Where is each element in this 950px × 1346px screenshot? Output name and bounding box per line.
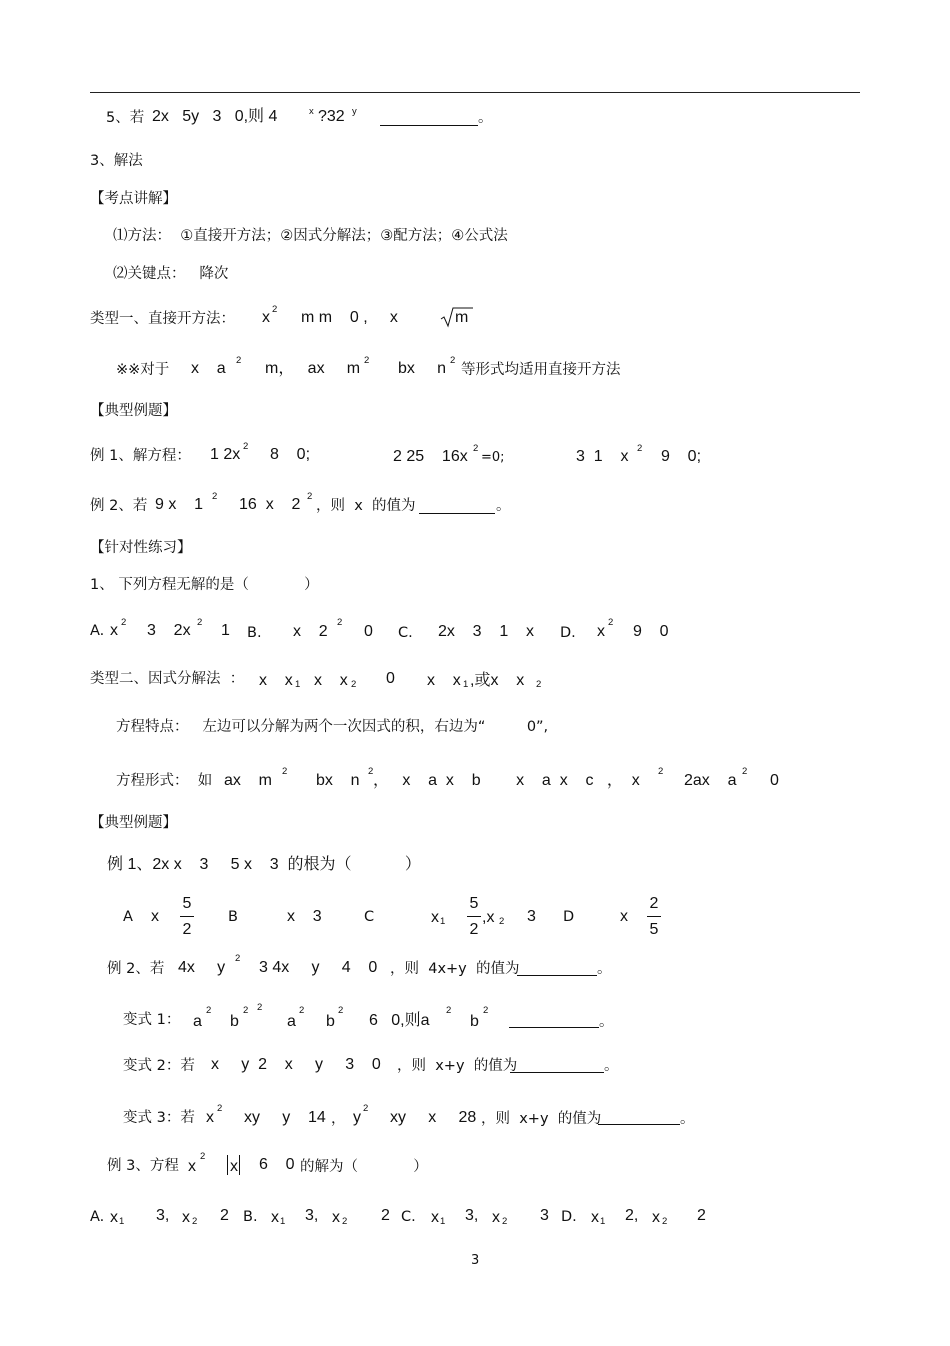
e22-b: 3 4x y 4 0	[259, 959, 378, 976]
e23-c-s1: 1	[440, 1216, 446, 1227]
e21-c-s1: 1	[440, 916, 446, 927]
form-c: ， x a x b x a x c ， x	[373, 772, 640, 789]
e21-b-x: x 3	[287, 908, 322, 925]
e23-b-v1: 3,	[305, 1207, 319, 1224]
e21-d-x: x	[620, 908, 628, 925]
option-c-a: 2x 3 1 x	[438, 623, 535, 640]
e21-option-b: B	[228, 909, 238, 925]
e23-b-s2: 2	[342, 1216, 348, 1227]
type2-e: ,或x x	[470, 672, 525, 689]
e23-option-d: D.	[561, 1209, 577, 1225]
v1-s5: 2	[338, 1005, 344, 1016]
e21-c-x: x	[431, 909, 439, 926]
type2-c: 0	[386, 670, 395, 687]
option-c-label: C.	[398, 625, 413, 641]
v1-e: 6 0,则a	[369, 1012, 430, 1029]
option-b-a: x 2	[293, 623, 328, 640]
ex1-label: 例 1、解方程：	[90, 448, 191, 464]
e22-end: 。	[597, 961, 612, 977]
v3-d: y	[353, 1109, 361, 1126]
option-d-sup: 2	[608, 617, 614, 628]
q5-sup-y: y	[352, 106, 357, 117]
ex2-c: ，则 x 的值为	[316, 498, 416, 514]
v3-s2: 2	[363, 1103, 369, 1114]
v3-a: x	[206, 1109, 214, 1126]
e21-option-a: A	[123, 909, 133, 925]
e23-d-s1: 1	[600, 1216, 606, 1227]
v3-b: xy y 14	[244, 1109, 326, 1126]
type2-s1: 1	[295, 679, 301, 690]
ex2-end: 。	[496, 498, 511, 514]
v1-s2: 2	[243, 1005, 249, 1016]
v3-e: xy x 28	[390, 1109, 477, 1126]
ex1-p1a: 1 2x	[210, 446, 241, 463]
v1-label: 变式 1：	[123, 1012, 181, 1028]
heading-examples-1: 【典型例题】	[90, 403, 177, 419]
e21-c-den: 2	[469, 921, 479, 938]
option-a-b: 3 2x	[147, 622, 191, 639]
e22-a: 4x y	[178, 959, 226, 976]
v1-f: b	[470, 1013, 479, 1030]
ex1-p3s: 2	[637, 443, 643, 454]
practice1-question: 1、 下列方程无解的是（ ）	[90, 577, 319, 593]
e23-b-x1: x	[271, 1209, 279, 1226]
type2-b: x x	[314, 672, 348, 689]
e22-label: 例 2、若	[107, 961, 165, 977]
ex2-b: 16 x 2	[239, 496, 301, 513]
type1-sup: 2	[272, 304, 278, 315]
v1-s6: 2	[446, 1005, 452, 1016]
type2-s2: 2	[351, 679, 357, 690]
e23-d-s2: 2	[662, 1216, 668, 1227]
type1-label: 类型一、直接开方法：	[90, 311, 235, 327]
fraction-bar	[467, 916, 481, 917]
form-b: bx n	[316, 772, 360, 789]
e21-option-d: D	[563, 909, 575, 925]
note-e3: bx n	[398, 360, 447, 377]
option-d-x: x	[597, 623, 605, 640]
key-point-text: ⑵关键点： 降次	[113, 266, 229, 282]
e21-c-v: 3	[527, 908, 536, 925]
e21-d-num: 2	[649, 895, 659, 912]
note-s3: 2	[450, 355, 456, 366]
e23-a-x2: x	[182, 1209, 190, 1226]
e23-c-v2: 3	[540, 1207, 549, 1224]
e23-c-x1: x	[431, 1209, 439, 1226]
type2-label: 类型二、因式分解法 ：	[90, 671, 245, 687]
e23-s1: 2	[200, 1151, 206, 1162]
type1-eq: m m 0 , x	[301, 309, 398, 326]
e23-d-x1: x	[591, 1209, 599, 1226]
option-a-label: A.	[90, 623, 105, 639]
ex1-p2b: =0;	[481, 450, 505, 465]
e23-a: x	[188, 1158, 196, 1175]
type2-d: x x	[427, 672, 461, 689]
form-label: 方程形式： 如	[116, 773, 213, 789]
v3-label: 变式 3：若	[123, 1110, 195, 1126]
answer-blank	[380, 125, 478, 126]
e21-option-c: C	[364, 909, 375, 925]
q5-end: 。	[478, 110, 493, 126]
ex2-label: 例 2、若	[90, 498, 148, 514]
answer-blank	[509, 1027, 599, 1028]
q5-mid: ?32	[318, 108, 345, 125]
heading-practice: 【针对性练习】	[90, 540, 192, 556]
v1-c: a	[287, 1013, 296, 1030]
ex2-s1: 2	[212, 491, 218, 502]
note-e1: x a	[191, 360, 226, 377]
e23-label: 例 3、方程	[107, 1158, 179, 1174]
heading-kaodian: 【考点讲解】	[90, 191, 177, 207]
section-title: 3、解法	[90, 153, 143, 169]
form-s3: 2	[658, 766, 664, 777]
ex1-p3a: 3 1 x	[576, 448, 629, 465]
note-s2: 2	[364, 355, 370, 366]
ex2-a: 9 x 1	[155, 496, 204, 513]
e21-a-x: x	[151, 908, 159, 925]
e23-a-s1: 1	[119, 1216, 125, 1227]
fraction-bar	[647, 916, 661, 917]
v1-b: b	[230, 1013, 239, 1030]
ex1-p3b: 9 0;	[661, 448, 702, 465]
e21-c-num: 5	[469, 895, 479, 912]
heading-examples-2: 【典型例题】	[90, 815, 177, 831]
answer-blank	[419, 513, 495, 514]
e23-b-v2: 2	[381, 1207, 390, 1224]
e21-c-m: ,x	[482, 909, 495, 926]
header-rule	[90, 92, 860, 93]
form-s1: 2	[282, 766, 288, 777]
note-e2: m， ax m	[265, 360, 361, 377]
sqrt-m: m	[455, 309, 469, 326]
note-suffix: 等形式均适用直接开方法	[461, 362, 621, 378]
answer-blank	[517, 975, 597, 976]
form-s4: 2	[742, 766, 748, 777]
option-d-label: D.	[560, 625, 576, 641]
methods-text: ⑴方法： ①直接开方法；②因式分解法；③配方法；④公式法	[113, 228, 508, 244]
e23-d-x2: x	[652, 1209, 660, 1226]
option-b-sup: 2	[337, 617, 343, 628]
v3-end: 。	[680, 1111, 695, 1127]
q5-prefix: 5、若	[106, 110, 145, 126]
ex1-p1s: 2	[243, 441, 249, 452]
fraction-bar	[180, 916, 194, 917]
form-d: 2ax a	[684, 772, 737, 789]
ex1-p2a: 2 25 16x	[393, 448, 468, 465]
e21-a-num: 5	[182, 895, 192, 912]
e23-d-v1: 2,	[625, 1207, 639, 1224]
e23-a-x1: x	[110, 1209, 118, 1226]
option-d-b: 9 0	[633, 623, 669, 640]
e23-c: 的解为（ ）	[300, 1159, 428, 1175]
e23-b: 6 0	[259, 1156, 295, 1173]
type2-s3: 1	[463, 679, 469, 690]
e21-a-den: 2	[182, 921, 192, 938]
e23-a-v2: 2	[220, 1207, 229, 1224]
type1-x: x	[262, 309, 270, 326]
answer-blank	[598, 1124, 680, 1125]
v2-a: x y 2 x y 3 0	[211, 1056, 381, 1073]
option-a-sup2: 2	[197, 617, 203, 628]
note-prefix: ※※对于	[116, 362, 170, 378]
option-b-b: 0	[364, 623, 373, 640]
e23-c-s2: 2	[502, 1216, 508, 1227]
v2-b: ，则 x+y 的值为	[397, 1058, 518, 1074]
e23-option-b: B.	[243, 1209, 258, 1225]
v1-s7: 2	[483, 1005, 489, 1016]
e23-b-s1: 1	[280, 1216, 286, 1227]
ex1-p2s: 2	[473, 443, 479, 454]
e23-a-v1: 3,	[156, 1207, 170, 1224]
v1-s4: 2	[299, 1005, 305, 1016]
e23-b-x2: x	[332, 1209, 340, 1226]
equation-feature: 方程特点： 左边可以分解为两个一次因式的积，右边为“ 0”,	[116, 719, 549, 735]
option-a-sup: 2	[121, 617, 127, 628]
ex2-s2: 2	[307, 491, 313, 502]
e22-c: ，则 4x+y 的值为	[390, 961, 520, 977]
v1-s3: 2	[257, 1002, 263, 1013]
v3-f: ，则 x+y 的值为	[481, 1111, 602, 1127]
option-a-c: 1	[221, 622, 230, 639]
type2-a: x x	[259, 672, 293, 689]
e23-option-c: C.	[401, 1209, 416, 1225]
form-s2: 2	[368, 766, 374, 777]
v1-d: b	[326, 1013, 335, 1030]
v1-s1: 2	[206, 1005, 212, 1016]
option-b-label: B.	[247, 625, 262, 641]
answer-blank	[510, 1072, 604, 1073]
e23-c-x2: x	[492, 1209, 500, 1226]
e21-d-den: 5	[649, 921, 659, 938]
option-a-x: x	[110, 622, 118, 639]
e23-option-a: A.	[90, 1209, 105, 1225]
v1-a: a	[193, 1013, 202, 1030]
e23-c-v1: 3,	[465, 1207, 479, 1224]
form-e: 0	[770, 772, 779, 789]
form-a: ax m	[224, 772, 273, 789]
note-s1: 2	[236, 355, 242, 366]
v3-c: ，	[331, 1111, 346, 1127]
example-roots-question: 例 1、2x x 3 5 x 3 的根为（ ）	[107, 856, 421, 873]
e23-d-v2: 2	[697, 1207, 706, 1224]
type2-s4: 2	[536, 679, 542, 690]
v2-end: 。	[604, 1058, 619, 1074]
q5-sup-x: x	[309, 106, 314, 117]
v3-s1: 2	[217, 1103, 223, 1114]
page-number: 3	[471, 1253, 480, 1268]
v2-label: 变式 2：若	[123, 1058, 195, 1074]
e23-abs-x: x	[230, 1158, 238, 1175]
e21-c-s2: 2	[499, 916, 505, 927]
q5-equation: 2x 5y 3 0,则 4	[152, 108, 278, 125]
e23-a-s2: 2	[192, 1216, 198, 1227]
ex1-p1b: 8 0;	[270, 446, 311, 463]
v1-end: 。	[599, 1014, 614, 1030]
e22-s1: 2	[235, 953, 241, 964]
